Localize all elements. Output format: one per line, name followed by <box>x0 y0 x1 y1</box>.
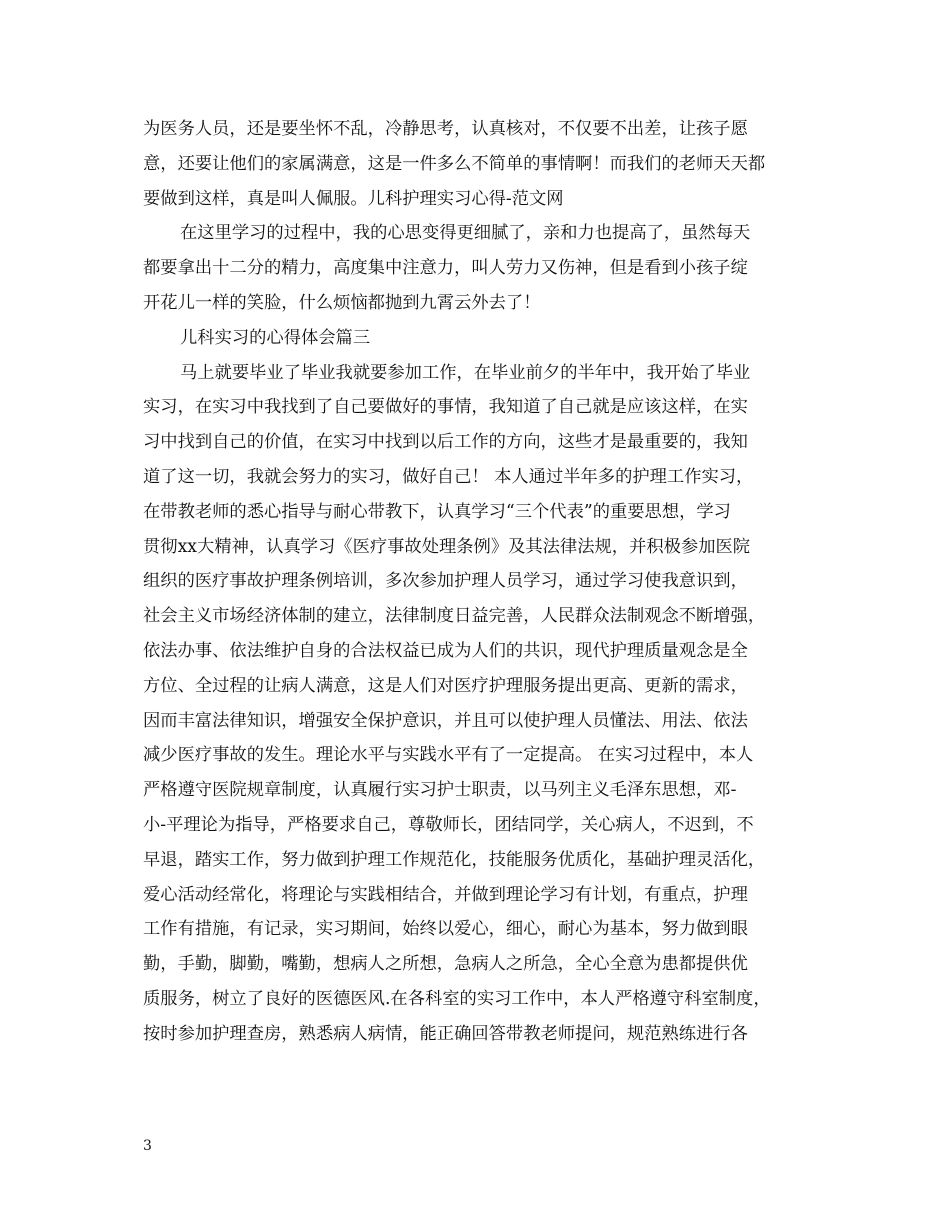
text-line: 工作有措施，有记录，实习期间，始终以爱心，细心，耐心为基本，努力做到眼 <box>143 919 748 940</box>
text-line: 依法办事、依法维护自身的合法权益已成为人们的共识，现代护理质量观念是全 <box>143 640 748 661</box>
text-line: 因而丰富法律知识，增强安全保护意识，并且可以使护理人员懂法、用法、依法 <box>143 710 748 731</box>
text-line: 在带教老师的悉心指导与耐心带教下，认真学习“三个代表”的重要思想，学习 <box>143 501 731 522</box>
text-line: 按时参加护理查房，熟悉病人病情，能正确回答带教老师提问，规范熟练进行各 <box>143 1023 748 1044</box>
body-text <box>143 112 825 1052</box>
text-line: 勤，手勤，脚勤，嘴勤，想病人之所想，急病人之所急，全心全意为患都提供优 <box>143 954 748 975</box>
text-line: 贯彻xx大精神，认真学习《医疗事故处理条例》及其法律法规，并积极参加医院 <box>143 536 751 557</box>
text-line: 质服务，树立了良好的医德医风.在各科室的实习工作中，本人严格遵守科室制度， <box>143 988 771 1009</box>
text-line: 意，还要让他们的家属满意，这是一件多么不简单的事情啊！而我们的老师天天都 <box>143 153 766 174</box>
text-line: 在这里学习的过程中，我的心思变得更细腻了，亲和力也提高了，虽然每天 <box>180 223 751 244</box>
text-line: 都要拿出十二分的精力，高度集中注意力，叫人劳力又伤神，但是看到小孩子绽 <box>143 258 748 279</box>
text-line: 儿科实习的心得体会篇三 <box>180 327 371 348</box>
text-line: 爱心活动经常化，将理论与实践相结合，并做到理论学习有计划，有重点，护理 <box>143 884 748 905</box>
text-line: 方位、全过程的让病人满意，这是人们对医疗护理服务提出更高、更新的需求， <box>143 675 748 696</box>
text-line: 习中找到自己的价值，在实习中找到以后工作的方向，这些才是最重要的，我知 <box>143 432 748 453</box>
text-line: 小-平理论为指导，严格要求自己，尊敬师长，团结同学，关心病人，不迟到，不 <box>143 814 754 835</box>
text-line: 早退，踏实工作，努力做到护理工作规范化，技能服务优质化，基础护理灵活化， <box>143 849 766 870</box>
text-line: 要做到这样，真是叫人佩服。儿科护理实习心得-范文网 <box>143 188 564 209</box>
text-line: 组织的医疗事故护理条例培训，多次参加护理人员学习，通过学习使我意识到， <box>143 571 748 592</box>
text-line: 开花儿一样的笑脸，什么烦恼都抛到九霄云外去了！ <box>143 292 541 313</box>
text-line: 严格遵守医院规章制度，认真履行实习护士职责，以马列主义毛泽东思想，邓- <box>143 780 737 801</box>
text-line: 实习，在实习中我找到了自己要做好的事情，我知道了自己就是应该这样，在实 <box>143 397 748 418</box>
page-number: 3 <box>143 1138 152 1154</box>
text-line: 社会主义市场经济体制的建立，法律制度日益完善，人民群众法制观念不断增强， <box>143 606 766 627</box>
text-line: 减少医疗事故的发生。理论水平与实践水平有了一定提高。 在实习过程中，本人 <box>143 745 754 766</box>
text-line: 马上就要毕业了毕业我就要参加工作，在毕业前夕的半年中，我开始了毕业 <box>180 362 751 383</box>
text-line: 道了这一切，我就会努力的实习，做好自己！ 本人通过半年多的护理工作实习， <box>143 466 754 487</box>
text-line: 为医务人员，还是要坐怀不乱，冷静思考，认真核对，不仅要不出差，让孩子愿 <box>143 119 748 139</box>
